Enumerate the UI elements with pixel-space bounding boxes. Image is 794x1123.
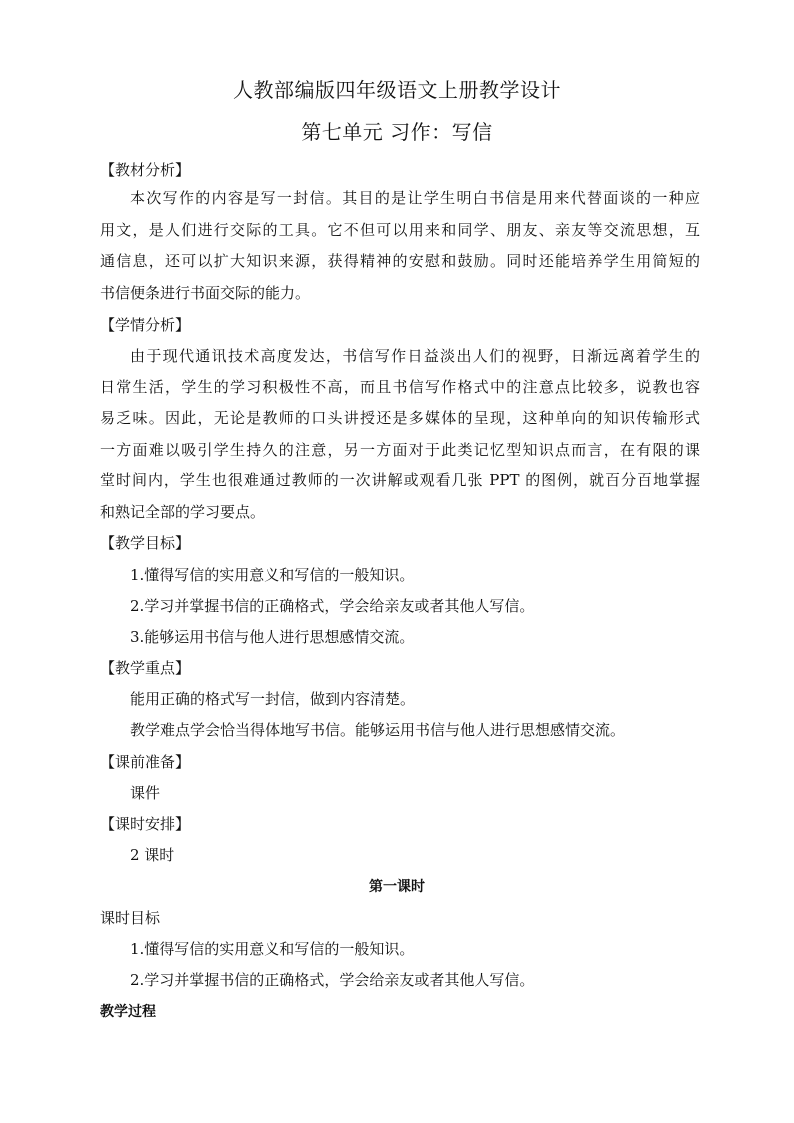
- paragraph-line: 能用正确的格式写一封信，做到内容清楚。: [130, 690, 416, 708]
- section-heading-preparation: 【课前准备】: [100, 753, 191, 771]
- section-heading-schedule: 【课时安排】: [100, 815, 191, 833]
- lesson-goals-label: 课时目标: [100, 909, 161, 927]
- paragraph-line: 易乏味。因此，无论是教师的口头讲授还是多媒体的呈现，这种单向的知识传输形式: [100, 409, 700, 427]
- list-item: 1.懂得写信的实用意义和写信的一般知识。: [130, 566, 415, 584]
- document-title: 人教部编版四年级语文上册教学设计: [233, 78, 561, 102]
- teaching-process-label: 教学过程: [100, 1004, 156, 1020]
- section-heading-student-analysis: 【学情分析】: [100, 316, 191, 334]
- paragraph-line: 通信息，还可以扩大知识来源，获得精神的安慰和鼓励。同时还能培养学生用简短的: [100, 252, 700, 270]
- lesson-heading: 第一课时: [369, 879, 425, 895]
- paragraph-line: 教学难点学会恰当得体地写书信。能够运用书信与他人进行思想感情交流。: [130, 721, 626, 739]
- schedule-text: 2 课时: [130, 846, 175, 864]
- paragraph-line: 堂时间内，学生也很难通过教师的一次讲解或观看几张 PPT 的图例，就百分百地掌握: [100, 471, 700, 489]
- list-item: 2.学习并掌握书信的正确格式，学会给亲友或者其他人写信。: [130, 597, 535, 615]
- section-heading-textbook-analysis: 【教材分析】: [100, 161, 191, 179]
- document-subtitle: 第七单元 习作：写信: [301, 120, 493, 144]
- section-heading-key-points: 【教学重点】: [100, 659, 191, 677]
- section-heading-teaching-goals: 【教学目标】: [100, 534, 191, 552]
- paragraph-line: 书信便条进行书面交际的能力。: [100, 284, 311, 302]
- paragraph-line: 本次写作的内容是写一封信。其目的是让学生明白书信是用来代替面谈的一种应: [130, 189, 700, 207]
- preparation-text: 课件: [130, 784, 161, 802]
- list-item: 2.学习并掌握书信的正确格式，学会给亲友或者其他人写信。: [130, 971, 535, 989]
- paragraph-line: 用文，是人们进行交际的工具。它不但可以用来和同学、朋友、亲友等交流思想，互: [100, 221, 700, 239]
- paragraph-line: 一方面难以吸引学生持久的注意，另一方面对于此类记忆型知识点而言，在有限的课: [100, 441, 700, 459]
- paragraph-line: 和熟记全部的学习要点。: [100, 503, 266, 521]
- list-item: 1.懂得写信的实用意义和写信的一般知识。: [130, 940, 415, 958]
- paragraph-line: 由于现代通讯技术高度发达，书信写作日益淡出人们的视野，日渐远离着学生的: [130, 347, 700, 365]
- list-item: 3.能够运用书信与他人进行思想感情交流。: [130, 628, 415, 646]
- paragraph-line: 日常生活，学生的学习积极性不高，而且书信写作格式中的注意点比较多，说教也容: [100, 378, 700, 396]
